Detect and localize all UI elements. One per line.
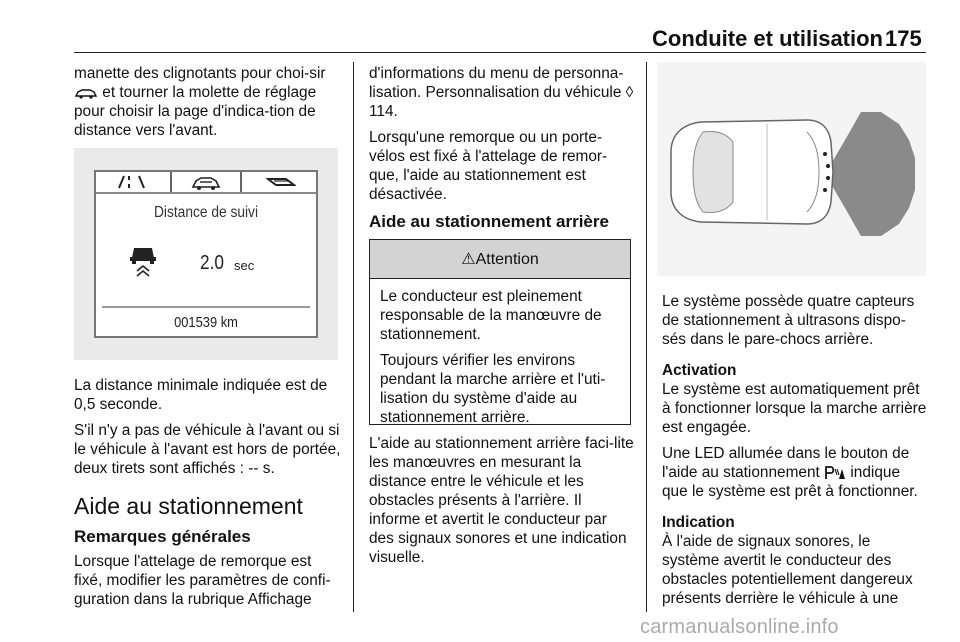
subsection-heading: Aide au stationnement arrière [369,212,609,231]
paragraph: L'aide au stationnement arrière faci-lite les manœuvres en mesurant la distance entre le véhicule et les obstacles présents à l'arrière. Il informe et avertit le conducteur par des signaux sonores et une indication visuelle. [369,435,634,566]
distance-value: 2.0 [200,252,224,274]
parking-assist-icon [824,466,846,480]
warning-text: Le conducteur est pleinement responsable de la manœuvre de stationnement. [380,288,602,343]
paragraph: Le système possède quatre capteurs de stationnement à ultrasons dispo-sés dans le pare-chocs arrière. [662,293,915,348]
column-3 [662,292,928,615]
column-divider-2 [646,62,647,612]
subsection-heading: Remarques générales [74,527,251,546]
lane-icon [116,174,146,190]
page-header-title: Conduite et utilisation [652,26,883,51]
paragraph: Lorsqu'une remorque ou un porte-vélos est fixé à l'attelage de remor-que, l'aide au stationnement est désactivée. [369,129,608,203]
display-label: Distance de suivi [153,204,259,221]
paragraph: S'il n'y a pas de véhicule à l'avant ou si le véhicule à l'avant est hors de portée, deux tirets sont affichés : -- s. [74,422,341,477]
paragraph: manette des clignotants pour choi-sir et tourner la molette de réglage pour choisir la page d'indica-tion de distance vers l'avant. [74,65,326,139]
odometer: 001539 km [174,314,238,331]
following-distance-icon [128,244,158,278]
warning-title: ⚠Attention [370,240,630,279]
distance-unit: sec [234,258,255,273]
watermark: carmanualsonline.info [640,616,839,638]
header-rule [74,52,926,53]
page-number: 175 [885,26,922,51]
paragraph: Lorsque l'attelage de remorque est fixé, modifier les paramètres de confi-guration dans la rubrique Affichage [74,553,331,608]
paragraph: Une LED allumée dans le bouton de l'aide au stationnement indique que le système est prêt à fonctionner. [662,445,918,500]
paragraph: La distance minimale indiquée est de 0,5 seconde. [74,377,328,413]
section-heading: Aide au stationnement [74,493,303,519]
display-bottom-rule [102,306,310,308]
label-heading: Indication [662,514,735,531]
parking-sensor-figure [657,62,926,276]
paragraph: À l'aide de signaux sonores, le système avertit le conducteur des obstacles potentiellement dangereux présents derrière le véhicule à une [662,533,913,607]
paragraph: Le système est automatiquement prêt à fonctionner lorsque la marche arrière est engagée. [662,381,927,436]
car-top-view-icon [671,120,833,224]
driver-info-display [94,170,318,338]
instrument-display-figure [74,148,338,360]
column-1 [74,64,342,147]
column-divider-1 [353,62,354,612]
warning-box [369,239,631,425]
road-sign-icon [266,175,296,189]
column-1-lower [74,376,342,616]
column-2-lower [369,434,635,574]
column-2 [369,64,635,239]
display-top-rule [96,192,316,194]
car-front-icon [190,175,222,191]
label-heading: Activation [662,362,737,379]
paragraph: d'informations du menu de personna-lisation. Personnalisation du véhicule ◊ 114. [369,65,634,120]
warning-text: Toujours vérifier les environs pendant la marche arrière et l'uti-lisation du système d'aide au stationnement arrière. [380,352,606,426]
car-icon [74,87,98,99]
